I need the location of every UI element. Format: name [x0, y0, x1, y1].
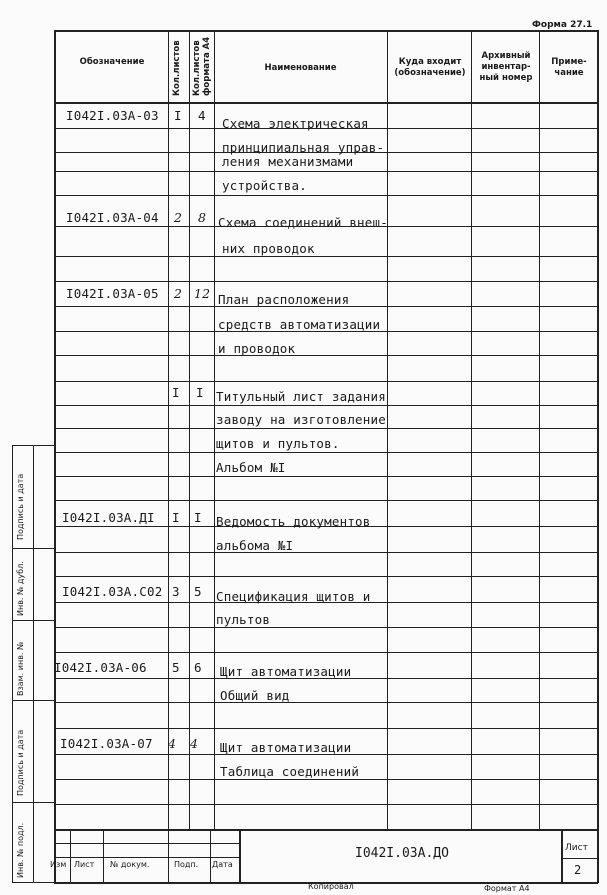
row-6-line-2: пультов [216, 612, 271, 627]
table-rule [54, 552, 598, 553]
frame-left [54, 30, 56, 883]
row-1-a4: 4 [198, 108, 206, 123]
table-rule [54, 728, 598, 729]
row-1-line-3: ления механизмами [222, 154, 354, 169]
row-3-line-1: План расположения [218, 292, 350, 307]
side-strip-line-4 [12, 700, 54, 701]
row-2-line-1: Схема соединений внеш- [218, 215, 388, 230]
row-4-line-2: заводу на изготовление [216, 412, 386, 427]
side-strip-line-1 [12, 445, 54, 446]
col-line-6 [539, 30, 540, 830]
table-rule [54, 428, 598, 429]
row-5-a4: I [194, 510, 202, 525]
table-rule [54, 405, 598, 406]
stamp-list: Лист [74, 860, 95, 869]
table-rule [54, 576, 598, 577]
stamp-sheet-no: 2 [574, 863, 582, 877]
side-label-5: Инв. № подл. [16, 822, 25, 878]
col-line-3 [214, 30, 215, 830]
header-designation: Обозначение [79, 57, 145, 67]
header-divider [54, 102, 598, 104]
header-name: Наименование [264, 63, 337, 73]
col-line-2 [189, 30, 190, 830]
header-sheets-count: Кол.листов [172, 40, 182, 96]
table-rule [54, 171, 598, 172]
row-3-count: 2 [174, 286, 183, 301]
header-note: Приме-чание [551, 57, 587, 78]
row-1-count: I [174, 108, 182, 123]
stamp-date: Дата [212, 860, 233, 869]
stamp-row-1 [54, 843, 239, 844]
row-2-a4: 8 [198, 210, 207, 225]
row-3-a4: 12 [194, 286, 211, 301]
table-rule [54, 702, 598, 703]
col-line-5 [471, 30, 472, 830]
row-6-count: 3 [172, 584, 180, 599]
row-5-line-1: Ведомость документов [216, 514, 371, 529]
row-8-line-1: Щит автоматизации [220, 740, 352, 755]
table-rule [54, 804, 598, 805]
table-rule [54, 381, 598, 382]
side-label-3: Взам. инв. № [16, 641, 25, 696]
col-line-4 [387, 30, 388, 830]
row-4-a4: I [196, 385, 204, 400]
row-7-code: I042I.03A-06 [54, 660, 147, 675]
row-6-a4: 5 [194, 584, 202, 599]
row-1-line-4: устройства. [222, 178, 307, 193]
row-5-count: I [172, 510, 180, 525]
row-3-line-3: и проводок [218, 341, 296, 356]
side-strip-line-5 [12, 802, 54, 803]
row-5-code: I042I.03A.ДI [62, 510, 155, 525]
row-7-line-1: Щит автоматизации [220, 664, 352, 679]
row-6-line-1: Спецификация щитов и [216, 589, 371, 604]
side-strip-line-3 [12, 620, 54, 621]
stamp-col-6 [561, 829, 563, 882]
table-rule [54, 256, 598, 257]
stamp-doc-no: № докум. [110, 860, 150, 869]
form-label: Форма 27.1 [532, 20, 593, 30]
side-label-4: Подпись и дата [16, 729, 25, 796]
side-label-2: Инв. № дубл. [16, 561, 25, 616]
side-label-1: Подпись и дата [16, 473, 25, 540]
row-4-line-1: Титульный лист задания [216, 389, 386, 404]
stamp-col-5 [239, 829, 241, 882]
stamp-col-4 [210, 829, 211, 882]
stamp-sheet-label: Лист [565, 843, 588, 853]
row-8-a4: 4 [190, 736, 199, 751]
row-8-count: 4 [168, 736, 177, 751]
side-strip-line-6 [12, 882, 54, 883]
row-6-code: I042I.03A.C02 [62, 584, 163, 599]
table-rule [54, 195, 598, 196]
table-rule [54, 355, 598, 356]
row-4-count: I [172, 385, 180, 400]
stamp-col-2 [103, 829, 104, 882]
row-3-line-2: средств автоматизации [218, 317, 381, 332]
table-rule [54, 281, 598, 282]
row-8-code: I042I.03A-07 [60, 736, 153, 751]
row-7-line-2: Общий вид [220, 688, 290, 703]
stamp-izm: Изм [50, 860, 67, 869]
table-rule [54, 452, 598, 453]
row-7-a4: 6 [194, 660, 202, 675]
table-rule [54, 652, 598, 653]
stamp-col-3 [168, 829, 169, 882]
row-5-line-2: альбома №I [216, 538, 294, 553]
stamp-sign: Подп. [174, 860, 199, 869]
stamp-row-2 [54, 857, 239, 858]
row-4-line-3: щитов и пультов. [216, 436, 340, 451]
row-7-count: 5 [172, 660, 180, 675]
side-strip-line-2 [12, 548, 54, 549]
header-sheets-a4: Кол.листов формата А4 [192, 36, 212, 96]
row-3-code: I042I.03A-05 [66, 286, 159, 301]
row-2-line-2: них проводок [222, 241, 315, 256]
table-rule [54, 476, 598, 477]
footer-copied: Копировал [308, 882, 354, 891]
row-4-line-4: Альбом №I [216, 460, 286, 475]
table-rule [54, 500, 598, 501]
stamp-sheet-divider [561, 858, 598, 859]
footer-format: Формат А4 [484, 884, 530, 893]
side-strip-outer [12, 445, 13, 882]
frame-right [597, 30, 599, 883]
row-1-line-2: принципиальная управ- [222, 140, 385, 155]
row-2-code: I042I.03A-04 [66, 210, 159, 225]
row-2-count: 2 [174, 210, 183, 225]
row-8-line-2: Таблица соединений [220, 764, 360, 779]
row-1-code: I042I.03A-03 [66, 108, 159, 123]
frame-top [54, 30, 598, 32]
side-strip-inner [33, 445, 34, 882]
stamp-col-1 [70, 829, 71, 882]
header-archive-no: Архивный инвентар-ный номер [479, 51, 533, 83]
header-where-used: Куда входит (обозначение) [394, 57, 466, 78]
stamp-top [54, 829, 598, 831]
table-rule [54, 627, 598, 628]
table-rule [54, 779, 598, 780]
row-1-line-1: Схема электрическая [222, 116, 369, 131]
col-line-1 [168, 30, 169, 830]
stamp-document-code: I042I.03A.ДO [355, 846, 449, 861]
